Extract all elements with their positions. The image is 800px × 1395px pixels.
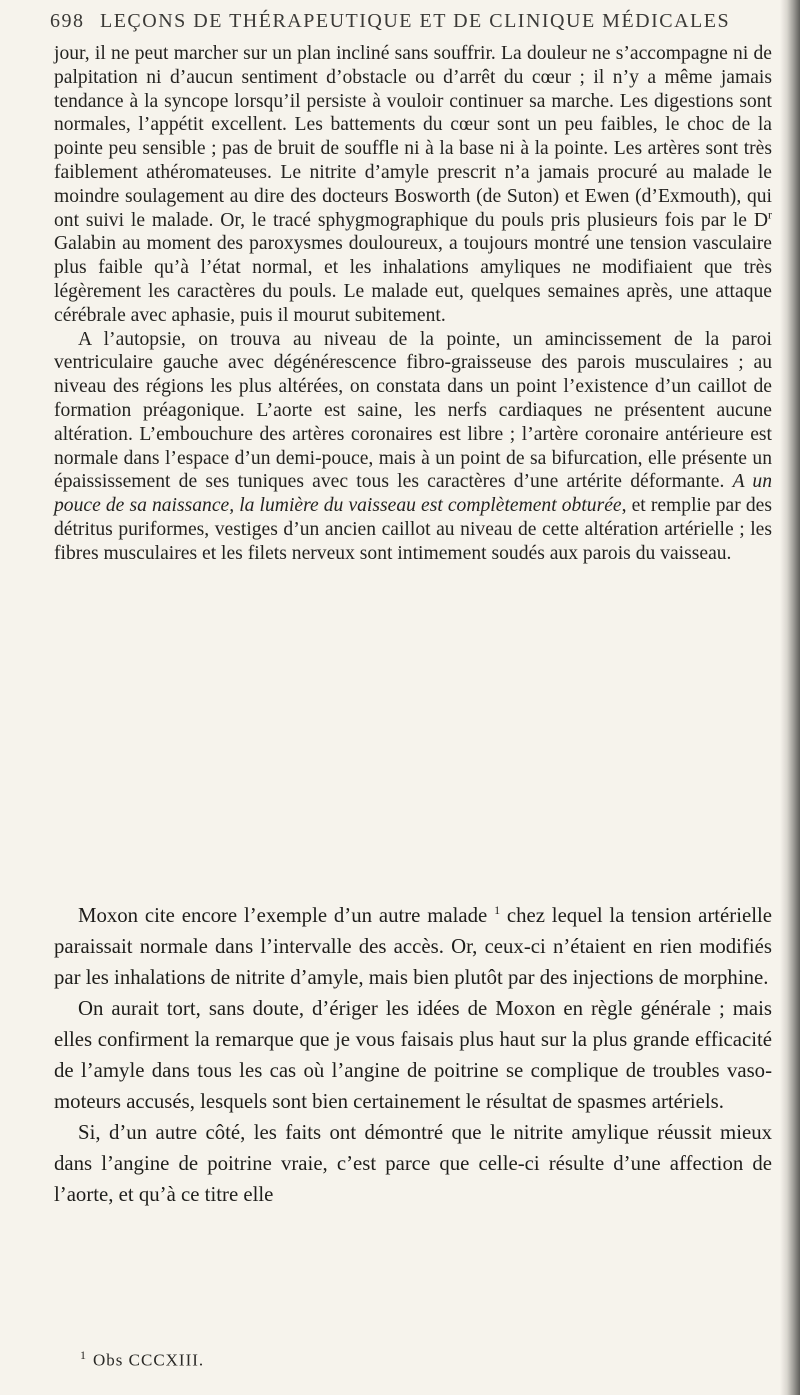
page-edge-shadow: [780, 0, 800, 1395]
running-title: LEÇONS DE THÉRAPEUTIQUE ET DE CLINIQUE MÉDICALES: [100, 10, 731, 32]
doctor-abbrev-superscript: r: [768, 207, 772, 222]
paragraph-text: , et remplie par des détritus puriformes, vestiges d’un ancien caillot au niveau de cette altération artérielle ; les fibres musculaires et les filets nerveux sont intimement soudés aux parois du vaisseau.: [54, 495, 772, 564]
paragraph-text: Moxon cite encore l’exemple d’un autre malade: [78, 904, 488, 927]
page-number: 698: [50, 10, 85, 32]
paragraph-amyl-nitrite: Si, d’un autre côté, les faits ont démontré que le nitrite amylique réussit mieux dans l’angine de poitrine vraie, c’est parce que celle-ci résulte d’une affection de l’aorte, et qu’à ce titre elle: [54, 1121, 772, 1206]
paragraph-autopsy: [54, 328, 772, 566]
page-header: [50, 10, 770, 38]
footnote-text: Obs CCCXIII.: [93, 1350, 205, 1370]
footnote-reference: 1: [494, 903, 501, 918]
paragraph-text: Galabin au moment des paroxysmes douloureux, a toujours montré une tension vasculaire plus faible qu’à l’état normal, et les inhalations amyliques ne modifiaient que très légèrement les caractères du pouls. Le malade eut, quelques semaines après, une attaque cérébrale avec aphasie, puis il mourut subitement.: [54, 233, 772, 326]
paragraph-case-description: [54, 42, 772, 328]
paragraph-moxon: [54, 900, 772, 993]
footnote: [80, 1348, 204, 1371]
small-print-block: [54, 42, 772, 566]
paragraph-text: A l’autopsie, on trouva au niveau de la pointe, un amincissement de la paroi ventriculaire gauche avec dégénérescence fibro-graisseuse des parois musculaires ; au niveau des régions les plus altérées, on constata dans un point l’existence d’un caillot de formation préagonique. L’aorte est saine, les nerfs cardiaques ne présentent aucune altération. L’embouchure des artères coronaires est libre ; l’artère coronaire antérieure est normale dans l’espace d’un demi-pouce, mais à un point de sa bifurcation, elle présente un épaississement de ses tuniques avec tous les caractères d’une artérite déformante.: [54, 328, 772, 493]
paragraph-text: jour, il ne peut marcher sur un plan incliné sans souffrir. La douleur ne s’accompagne ni de palpitation ni d’aucun sentiment d’obstacle ou d’arrêt du cœur ; il n’y a même jamais tendance à la syncope lorsqu’il persiste à vouloir continuer sa marche. Les digestions sont normales, l’appétit excellent. Les battements du cœur sont un peu faibles, le choc de la pointe peu sensible ; pas de bruit de souffle ni à la base ni à la pointe. Les artères sont très faiblement athéromateuses. Le nitrite d’amyle prescrit n’a jamais procuré au malade le moindre soulagement au dire des docteurs Bosworth (de Suton) et Ewen (d’Exmouth), qui ont suivi le malade. Or, le tracé sphygmographique du pouls pris plusieurs fois par le D: [54, 43, 772, 231]
footnote-marker: 1: [80, 1348, 87, 1362]
main-text-block: [54, 900, 772, 1210]
italic-emphasis: A un pouce de sa naissance, la lumière du vaisseau est complètement obturée: [54, 471, 773, 517]
paragraph-general-rule: On aurait tort, sans doute, d’ériger les idées de Moxon en règle générale ; mais elles confirment la remarque que je vous faisais plus haut sur la plus grande efficacité de l’amyle dans tous les cas où l’angine de poitrine se complique de troubles vaso-moteurs accusés, lesquels sont bien certainement le résultat de spasmes artériels.: [54, 997, 772, 1113]
paragraph-text: chez lequel la tension artérielle paraissait normale dans l’intervalle des accès. Or, ceux-ci n’étaient en rien modifiés par les inhalations de nitrite d’amyle, mais bien plutôt par des injections de morphine.: [54, 904, 773, 989]
